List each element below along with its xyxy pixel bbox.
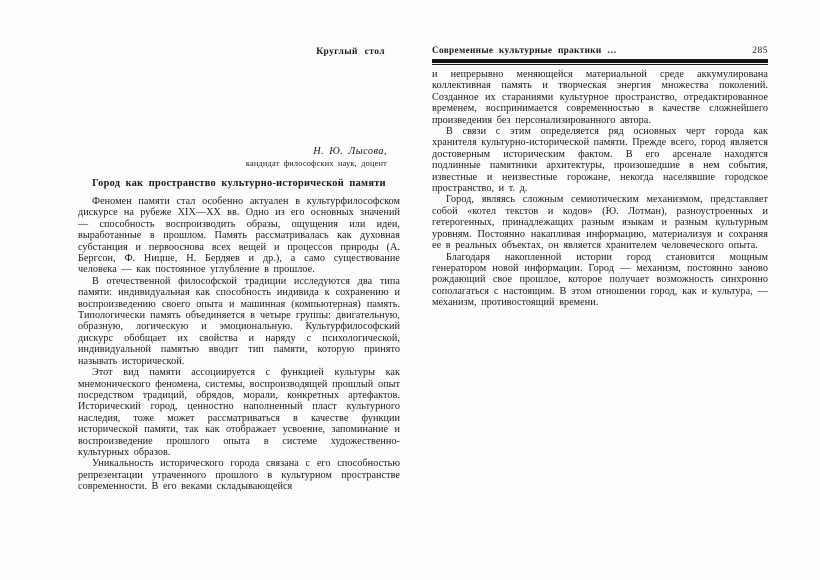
header-rule-thin xyxy=(432,64,768,65)
paragraph: Уникальность исторического города связана с его способностью репрезентации утраченного прошлого в культурном пространстве современности. В его веками складывающейся xyxy=(78,458,400,493)
left-page xyxy=(78,0,400,580)
paragraph: Этот вид памяти ассоциируется с функцией культуры как мнемонического феномена, системы, воспроизводящей прошлый опыт посредством традиций, обрядов, морали, конкретных артефактов. Исторический город, ценностно наполненный пласт культурного наследия, тоже может рассматриваться в качестве функции исторической памяти, так как отображает усвоение, запоминание и воспроизведение прошлого опыта в системе художественно-культурных образов. xyxy=(78,367,400,458)
page-number: 285 xyxy=(752,46,768,56)
paragraph: Благодаря накопленной истории город становится мощным генератором новой информации. Город — механизм, постоянно заново рождающий свое прошлое, которое получает возможность синхронно сополагаться с настоящим. В этом отношении город, как и культура, — механизм, противостоящий времени. xyxy=(432,251,768,309)
author-block xyxy=(78,146,387,170)
paragraph: В связи с этим определяется ряд основных черт города как хранителя культурно-исторической памяти. Прежде всего, город является достоверным историческим фактом. В его арсенале находятся подлинные памятники архитектуры, произошедшие в нем события, известные и неизвестные горожане, некогда населявшие городское пространство, и т. д. xyxy=(432,126,768,195)
left-page-body xyxy=(78,196,400,493)
right-page-body xyxy=(432,69,768,309)
paragraph: Феномен памяти стал особенно актуален в культурфилософском дискурсе на рубеже XIX—XX вв. Одно из его основных значений — способность воспроизводить образы, ощущения или идеи, выработанные в прошлом. Память рассматривалась как духовная субстанция и первооснова всех вещей и процессов природы (А. Бергсон, Ф. Ницше, Н. Бердяев и др.), а само существование человека — как постоянное углубление в прошлое. xyxy=(78,196,400,276)
right-page xyxy=(432,0,768,580)
paragraph: Город, являясь сложным семиотическим механизмом, представляет собой «котел текстов и кодов» (Ю. Лотман), разноустроенных и гетерогенных, принадлежащих разным языкам и разным культурным уровням. Постоянно накапливая информацию, материализуя и сохраняя ее в реальных объектах, он является хранителем человеческого опыта. xyxy=(432,194,768,252)
right-header-row xyxy=(432,46,768,60)
paragraph: В отечественной философской традиции исследуются два типа памяти: индивидуальная как способность индивида к сохранению и воспроизведению своего опыта и машинная (компьютерная) память. Типологически память объединяется в четыре группы: двигательную, образную, логическую и эмоциональную. Культурфилософский дискурс обобщает их свойства и наряду с психологической, индивидуальной памятью вводит тип памяти, которую принято называть исторической. xyxy=(78,275,400,367)
author-name: Н. Ю. Лысова, xyxy=(313,146,387,157)
article-title: Город как пространство культурно-исторической памяти xyxy=(92,178,386,189)
header-rule-thick xyxy=(432,60,768,63)
paragraph: и непрерывно меняющейся материальной среде аккумулирована коллективная память и творческая энергия множества поколений. Созданное их стараниями культурное пространство, отредактированное временем, воспринимается современностью в качестве сложнейшего произведения без персонализированного автора. xyxy=(432,69,768,126)
right-running-head: Современные культурные практики … xyxy=(432,46,617,56)
left-running-head: Круглый стол xyxy=(316,47,385,57)
author-degree: кандидат философских наук, доцент xyxy=(245,159,387,168)
